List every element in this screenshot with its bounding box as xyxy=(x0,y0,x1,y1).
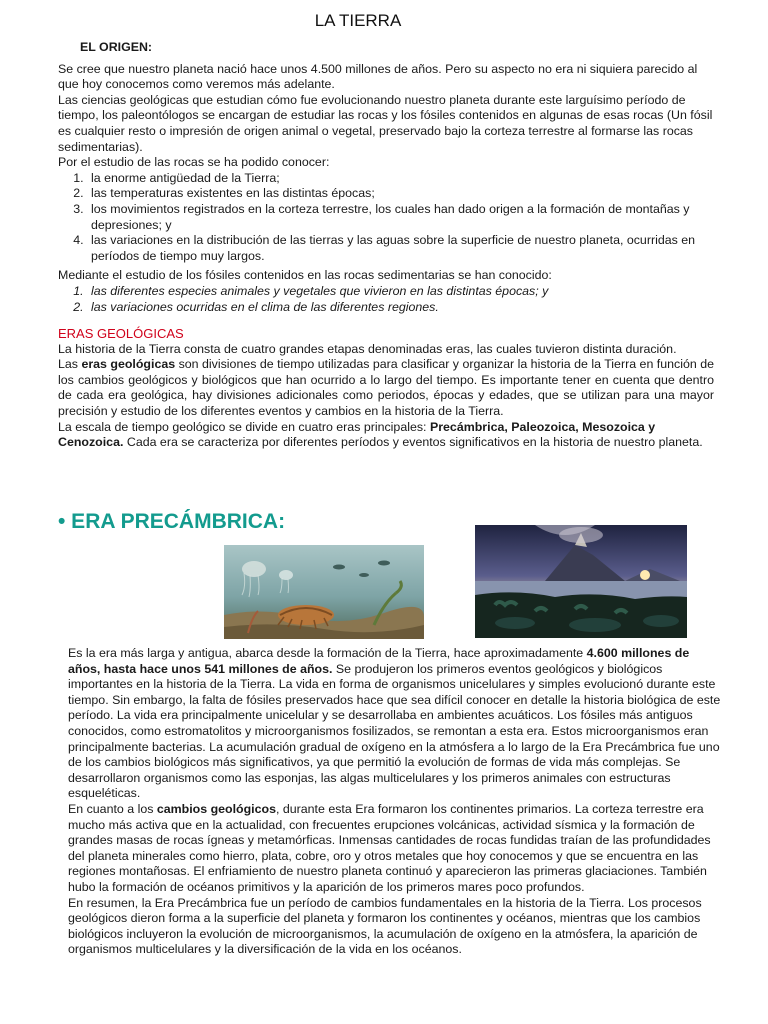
text-run: son divisiones de tiempo utilizadas para clasificar y organizar la historia de la Tierra en función de los cambios geológicos y biológicos que han ocurrido a lo largo del tiempo. Es importante tener en cuenta que dentro de cada era geológica, hay divisiones adicionales como periodos, épocas y edades, que se utilizan para una mayor precisión y estudio de los diferentes eventos y cambios en la historia de la Tierra. xyxy=(58,357,714,419)
bold-term: cambios geológicos xyxy=(156,801,276,816)
fosiles-intro: Mediante el estudio de los fósiles contenidos en las rocas sedimentarias se han conocido: xyxy=(58,268,552,283)
text-run: , durante esta Era formaron los continentes primarios. La corteza terrestre era mucho más activa que en la actualidad, con frecuentes erupciones volcánicas, actividad sísmica y la formación de grandes masas de rocas ígneas y metamórficas. Inmensas cantidades de rocas fundidas traían de las profundidades del planeta minerales como hierro, plata, cobre, oro y otros metales que hoy conocemos y que se encuentra en las regiones montañosas. El enfriamiento de nuestro planeta continuó y aparecieron las primeras glaciaciones. También hubo la formación de océanos primitivos y la aparición de los primeros mares poco profundos. xyxy=(68,801,711,894)
text-run: En cuanto a los xyxy=(68,801,157,816)
bold-term: 4.600 millones de años, hasta hace unos 541 millones de años. xyxy=(68,646,690,676)
eras-paragraph-2 xyxy=(58,357,714,419)
origen-section xyxy=(58,40,714,451)
precambrica-paragraph-3: En resumen, la Era Precámbrica fue un período de cambios fundamentales en la historia de la Tierra. Los procesos geológicos dieron forma a la superficie del planeta y formaron los continentes y océanos, mientras que los cambios biológicos incluyeron la evolución de microorganismos, la acumulación de oxígeno en la atmósfera, la aparición de organismos multicelulares y la diversificación de la vida en los océanos. xyxy=(68,895,702,957)
eras-heading: ERAS GEOLÓGICAS xyxy=(58,326,184,342)
bold-term: Precámbrica, Paleozoica, Mesozoica y Cenozoica. xyxy=(58,419,656,450)
origen-paragraph-2: Las ciencias geológicas que estudian cómo fue evolucionando nuestro planeta durante este larguísimo período de tiempo, los paleontólogos se encargan de estudiar las rocas y los fósiles contenidos en algunas de esas rocas (Un fósil es cualquier resto o impresión de origen animal o vegetal, preservado bajo la corteza terrestre al formarse las rocas sedimentarias). xyxy=(58,92,713,154)
list-item: 4. las variaciones en la distribución de las tierras y las aguas sobre la superficie de nuestro planeta, ocurridas en períodos de tiempo muy largos. xyxy=(87,233,714,264)
list-item: 3. los movimientos registrados en la corteza terrestre, los cuales han dado origen a la formación de montañas y depresiones; y xyxy=(87,202,714,233)
precambrica-paragraph-1 xyxy=(68,646,723,802)
precambrica-heading: • ERA PRECÁMBRICA: xyxy=(58,510,286,533)
origen-paragraph-3: Por el estudio de las rocas se ha podido conocer: xyxy=(58,155,330,170)
text-run: Las xyxy=(58,357,82,372)
sea-life-illustration xyxy=(224,545,424,639)
list-item: 2. las temperaturas existentes en las distintas épocas; xyxy=(87,186,714,202)
volcanic-landscape-illustration xyxy=(475,525,687,638)
origen-paragraph-1: Se cree que nuestro planeta nació hace unos 4.500 millones de años. Pero su aspecto no era ni siquiera parecido al que hoy conocemos como veremos más adelante. xyxy=(58,61,698,92)
eras-paragraph-3 xyxy=(58,420,714,451)
list-item: 1. la enorme antigüedad de la Tierra; xyxy=(87,171,714,187)
text-run: La escala de tiempo geológico se divide en cuatro eras principales: xyxy=(58,419,430,434)
text-run: Se produjeron los primeros eventos geológicos y biológicos importantes en la historia de la Tierra. La vida en forma de organismos unicelulares y simples evolucionó durante este tiempo. Sin embargo, la falta de fósiles preservados hace que sea difícil conocer en detalle la historia biológica de este período. La vida era principalmente unicelular y se desarrollaba en ambientes acuáticos. Los fósiles más antiguos conocidos, como estromatolitos y microorganismos fosilizados, se remontan a esta era. Estos microorganismos eran principalmente bacterias. La acumulación gradual de oxígeno en la atmósfera a lo largo de la Era Precámbrica fue uno de los cambios biológicos más significativos, ya que permitió la evolución de formas de vida más complejas. Se desarrollaron organismos como las esponjas, las algas multicelulares y los primeros animales con estructuras esqueléticas. xyxy=(68,661,721,801)
origen-heading: EL ORIGEN: xyxy=(80,40,153,54)
precambrica-paragraph-2 xyxy=(68,802,723,896)
text-run: Es la era más larga y antigua, abarca desde la formación de la Tierra, hace aproximadamente xyxy=(68,646,587,660)
precambrica-section xyxy=(68,646,723,958)
text-run: Cada era se caracteriza por diferentes períodos y eventos significativos en la historia de nuestro planeta. xyxy=(123,435,703,450)
page-title: LA TIERRA xyxy=(314,11,402,30)
rocas-list xyxy=(58,171,714,265)
list-item: 2. las variaciones ocurridas en el clima de las diferentes regiones. xyxy=(87,300,714,316)
fosiles-list xyxy=(58,284,714,315)
bold-term: eras geológicas xyxy=(81,357,176,372)
eras-paragraph-1: La historia de la Tierra consta de cuatro grandes etapas denominadas eras, las cuales tuvieron distinta duración. xyxy=(58,341,677,356)
list-item: 1. las diferentes especies animales y vegetales que vivieron en las distintas épocas; y xyxy=(87,284,714,300)
